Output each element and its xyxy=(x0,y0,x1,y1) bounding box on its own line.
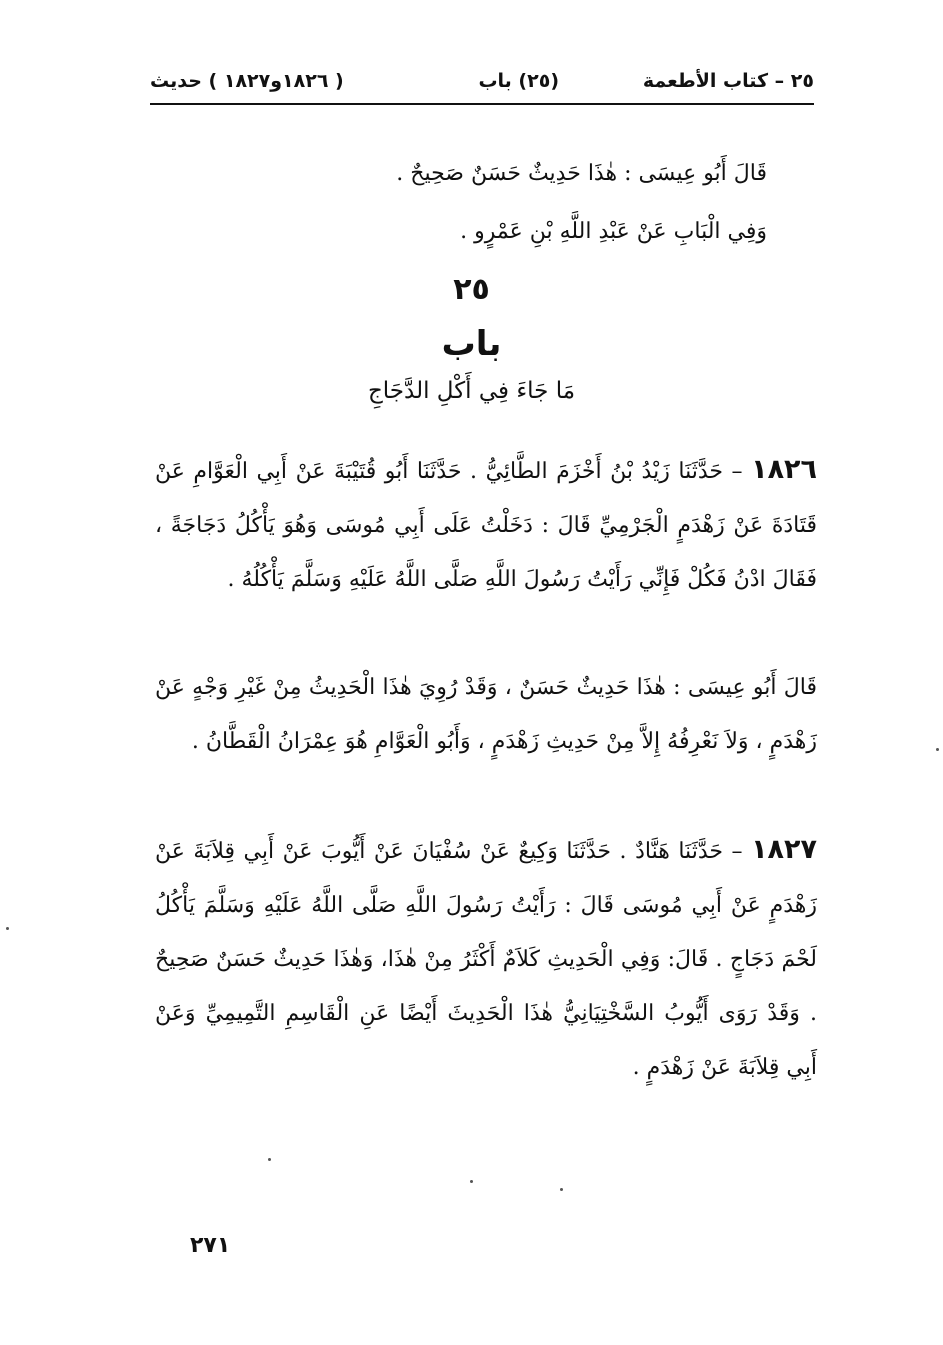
header-chapter: (٢٥) باب xyxy=(478,70,559,92)
scan-speck xyxy=(6,927,9,930)
hadith-number: ١٨٢٧ xyxy=(751,834,817,865)
hadith-1826 xyxy=(155,443,817,607)
scan-speck xyxy=(560,1188,563,1191)
chapter-label: باب xyxy=(441,324,502,364)
hadith-1827 xyxy=(155,823,817,1095)
chapter-title: مَا جَاءَ فِي أَكْلِ الدَّجَاجِ xyxy=(367,378,576,404)
intro-line-1: قَالَ أَبُو عِيسَى : هٰذَا حَدِيثٌ حَسَنٌ صَحِيحٌ . xyxy=(396,161,767,186)
hadith-1826-comment xyxy=(155,661,817,769)
page-number: ٢٧١ xyxy=(190,1233,231,1258)
scan-speck xyxy=(268,1158,271,1161)
hadith-comment: قَالَ أَبُو عِيسَى : هٰذَا حَدِيثٌ حَسَنٌ ، وَقَدْ رُوِيَ هٰذَا الْحَدِيثُ مِنْ غَيْرِ وَجْهٍ عَنْ زَهْدَمٍ ، وَلاَ نَعْرِفُهُ إِلاَّ مِنْ حَدِيثِ زَهْدَمٍ ، وَأَبُو الْعَوَّامِ هُوَ عِمْرَانُ الْقَطَّانُ . xyxy=(155,675,817,754)
header-book-title: ٢٥ – كتاب الأطعمة xyxy=(642,70,814,92)
intro-block xyxy=(267,145,767,261)
hadith-text: – حَدَّثَنَا زَيْدُ بْنُ أَخْزَمَ الطَّائِيُّ . حَدَّثَنَا أَبُو قُتَيْبَةَ عَنْ أَبِي الْعَوَّامِ عَنْ قَتَادَةَ عَنْ زَهْدَمٍ الْجَرْمِيِّ قَالَ : دَخَلْتُ عَلَى أَبِي مُوسَى وَهُوَ يَأْكُلُ دَجَاجَةً ، فَقَالَ ادْنُ فَكُلْ فَإِنِّي رَأَيْتُ رَسُولَ اللَّهِ صَلَّى اللَّهُ عَلَيْهِ وَسَلَّمَ يَأْكُلُهُ . xyxy=(155,459,818,592)
header-hadith-range: ( ١٨٢٦و١٨٢٧ ) حديث xyxy=(150,70,344,92)
scan-speck xyxy=(936,748,939,751)
hadith-number: ١٨٢٦ xyxy=(751,454,818,485)
intro-line-2: وَفِي الْبَابِ عَنْ عَبْدِ اللَّهِ بْنِ عَمْرٍو . xyxy=(460,219,767,244)
hadith-text: – حَدَّثَنَا هَنَّادٌ . حَدَّثَنَا وَكِيعٌ عَنْ سُفْيَانَ عَنْ أَيُّوبَ عَنْ أَبِي قِلاَبَةَ عَنْ زَهْدَمٍ عَنْ أَبِي مُوسَى قَالَ : رَأَيْتُ رَسُولَ اللَّهِ صَلَّى اللَّهُ عَلَيْهِ وَسَلَّمَ يَأْكُلُ لَحْمَ دَجَاجٍ . قَالَ: وَفِي الْحَدِيثِ كَلاَمٌ أَكْثَرُ مِنْ هٰذَا، وَهٰذَا حَدِيثٌ حَسَنٌ صَحِيحٌ . وَقَدْ رَوَى أَيُّوبُ السَّخْتِيَانِيُّ هٰذَا الْحَدِيثَ أَيْضًا عَنِ الْقَاسِمِ التَّمِيمِيِّ وَعَنْ أَبِي قِلاَبَةَ عَنْ زَهْدَمٍ . xyxy=(155,839,817,1080)
running-header xyxy=(150,66,814,102)
scan-speck xyxy=(470,1180,473,1183)
header-divider xyxy=(150,103,814,105)
chapter-number: ٢٥ xyxy=(453,272,490,307)
